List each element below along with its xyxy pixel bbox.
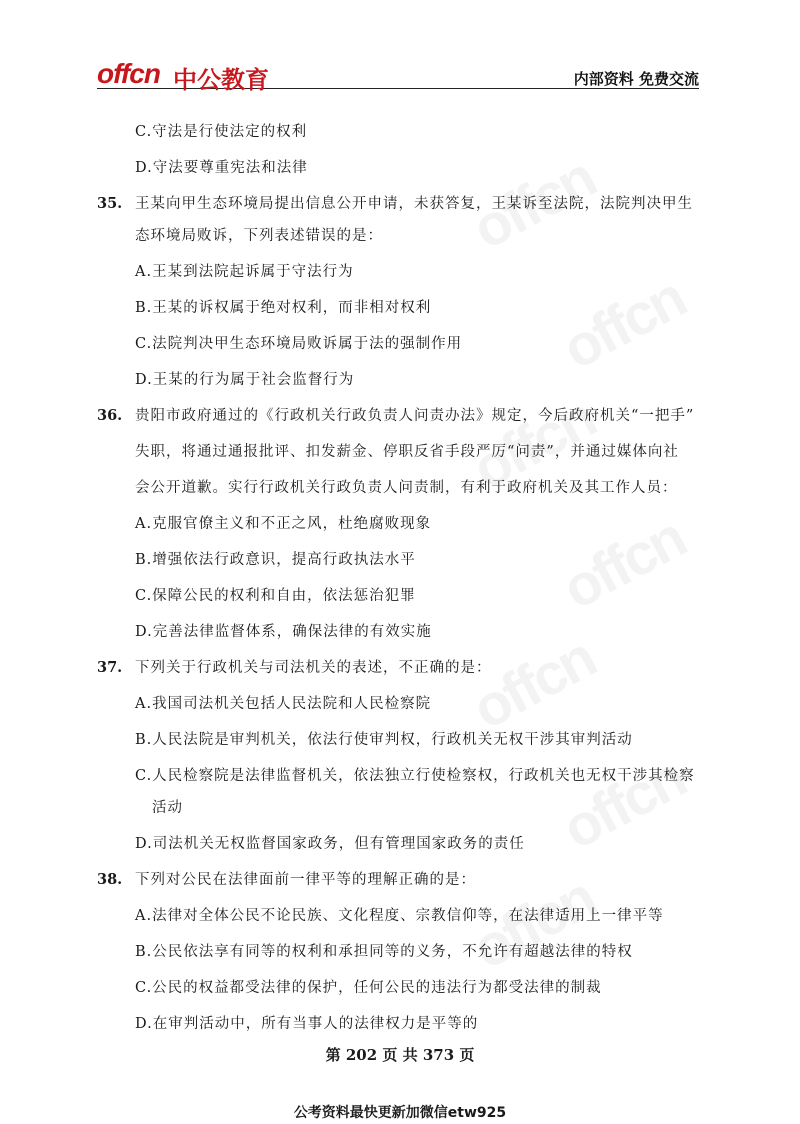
question-text: 失职，将通过通报批评、扣发薪金、停职反省手段严厉“问责”，并通过媒体向社 [135,444,679,460]
page-number: 第 202 页 共 373 页 [325,1046,475,1064]
question-number: 35. [97,195,123,212]
option-line: D.完善法律监督体系，确保法律的有效实施 [135,624,432,640]
option-line: D.司法机关无权监督国家政务，但有管理国家政务的责任 [135,836,525,852]
question-number: 38. [97,871,123,888]
option-line: A.法律对全体公民不论民族、文化程度、宗教信仰等，在法律适用上一律平等 [135,908,664,924]
question-text: 下列对公民在法律面前一律平等的理解正确的是： [135,872,476,888]
watermark [552,264,695,383]
question-text: 态环境局败诉，下列表述错误的是： [135,228,383,244]
option-line: C.法院判决甲生态环境局败诉属于法的强制作用 [135,336,463,352]
question-number: 37. [97,659,123,676]
question-number: 36. [97,407,123,424]
option-line: A.王某到法院起诉属于守法行为 [135,264,354,280]
option-line: 活动 [152,800,183,816]
bottom-note: 公考资料最快更新加微信etw925 [293,1105,507,1121]
option-line: A.克服官僚主义和不正之风，杜绝腐败现象 [135,516,432,532]
option-line: C.人民检察院是法律监督机关，依法独立行使检察权，行政机关也无权干涉其检察 [135,768,695,784]
offcn-logo: offcn [97,58,160,89]
question-text: 会公开道歉。实行行政机关行政负责人问责制，有利于政府机关及其工作人员： [135,480,678,496]
page-header [97,56,699,94]
option-line: D.在审判活动中，所有当事人的法律权力是平等的 [135,1016,479,1032]
option-line: D.王某的行为属于社会监督行为 [135,372,355,388]
option-line: A.我国司法机关包括人民法院和人民检察院 [135,696,432,712]
option-line: B.增强依法行政意识，提高行政执法水平 [135,552,416,568]
logo-text: 中公教育 [173,66,269,94]
option-line: C.守法是行使法定的权利 [135,124,308,140]
option-line: C.公民的权益都受法律的保护，任何公民的违法行为都受法律的制裁 [135,980,602,996]
option-line: D.守法要尊重宪法和法律 [135,160,308,176]
question-text: 王某向甲生态环境局提出信息公开申请，未获答复，王某诉至法院，法院判决甲生 [135,196,693,212]
option-line: C.保障公民的权利和自由，依法惩治犯罪 [135,588,416,604]
watermark [462,624,605,743]
watermark [552,504,695,623]
watermark [552,744,695,863]
question-text: 贵阳市政府通过的《行政机关行政负责人问责办法》规定，今后政府机关“一把手” [135,408,695,424]
header-note: 内部资料 免费交流 [573,70,699,88]
option-line: B.公民依法享有同等的权利和承担同等的义务，不允许有超越法律的特权 [135,944,633,960]
question-text: 下列关于行政机关与司法机关的表述，不正确的是： [135,660,492,676]
option-line: B.人民法院是审判机关，依法行使审判权，行政机关无权干涉其审判活动 [135,732,633,748]
option-line: B.王某的诉权属于绝对权利，而非相对权利 [135,300,432,316]
